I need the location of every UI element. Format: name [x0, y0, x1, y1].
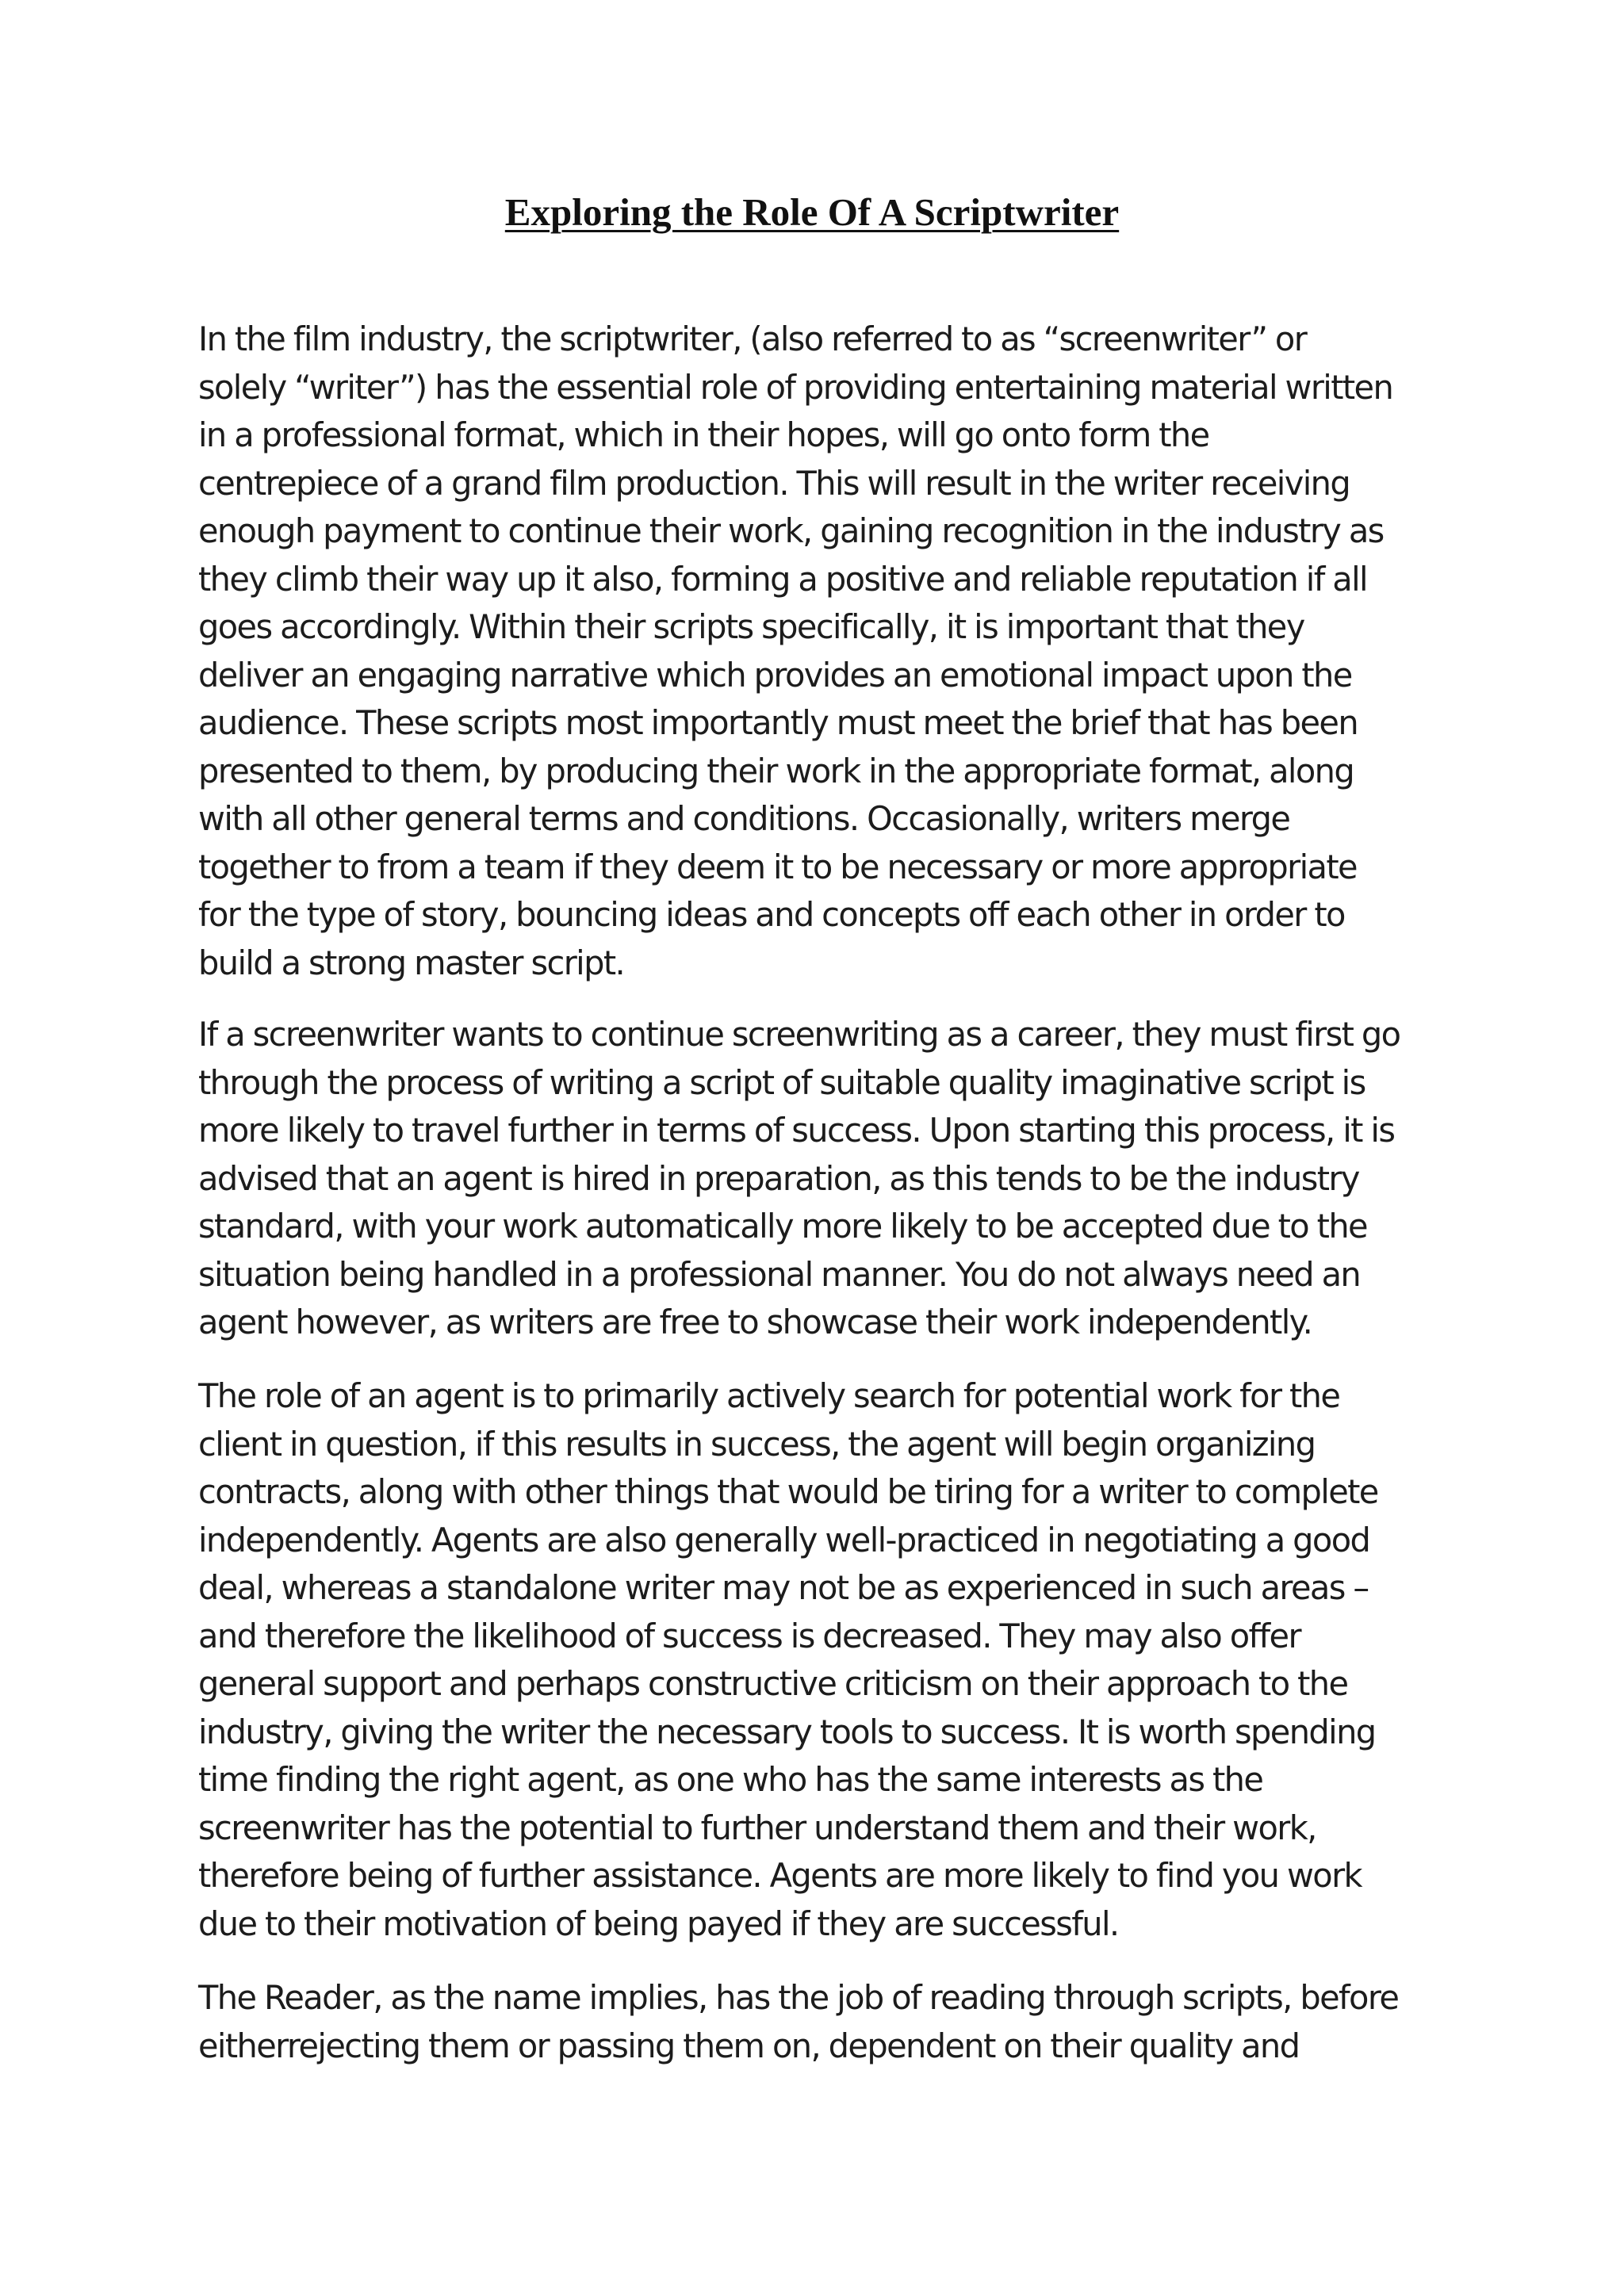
- paragraph-line: centrepiece of a grand film production. This will result in the writer receiving: [198, 463, 1350, 503]
- paragraph-line: eitherrejecting them or passing them on, dependent on their quality and: [198, 2026, 1300, 2065]
- paragraph-line: they climb their way up it also, forming a positive and reliable reputation if all: [198, 559, 1367, 599]
- paragraph-line: goes accordingly. Within their scripts specifically, it is important that they: [198, 607, 1304, 646]
- paragraph-line: solely “writer”) has the essential role of providing entertaining material written: [198, 367, 1393, 407]
- paragraph-line: If a screenwriter wants to continue screenwriting as a career, they must first go: [198, 1015, 1400, 1054]
- document-title-text: Exploring the Role Of A Scriptwriter: [504, 190, 1120, 234]
- paragraph-line: contracts, along with other things that would be tiring for a writer to complete: [198, 1472, 1378, 1511]
- paragraph-1: [198, 316, 1443, 987]
- paragraph-line: therefore being of further assistance. Agents are more likely to find you work: [198, 1856, 1362, 1895]
- paragraph-3: [198, 1372, 1443, 1948]
- paragraph-4: [198, 1974, 1443, 2070]
- paragraph-line: with all other general terms and conditions. Occasionally, writers merge: [198, 799, 1290, 838]
- paragraph-line: agent however, as writers are free to showcase their work independently.: [198, 1303, 1312, 1341]
- document-title: [0, 189, 1624, 236]
- paragraph-2: [198, 1011, 1443, 1347]
- paragraph-line: audience. These scripts most importantly must meet the brief that has been: [198, 703, 1358, 742]
- paragraph-line: situation being handled in a professional manner. You do not always need an: [198, 1254, 1361, 1294]
- paragraph-line: more likely to travel further in terms of success. Upon starting this process, it is: [198, 1111, 1395, 1150]
- paragraph-line: through the process of writing a script of suitable quality imaginative script is: [198, 1062, 1365, 1102]
- paragraph-line: enough payment to continue their work, gaining recognition in the industry as: [198, 511, 1384, 550]
- paragraph-line: standard, with your work automatically more likely to be accepted due to the: [198, 1207, 1367, 1246]
- paragraph-line: In the film industry, the scriptwriter, (also referred to as “screenwriter” or: [198, 320, 1307, 358]
- paragraph-line: build a strong master script.: [198, 943, 625, 982]
- paragraph-line: for the type of story, bouncing ideas and concepts off each other in order to: [198, 895, 1345, 934]
- paragraph-line: deal, whereas a standalone writer may not be as experienced in such areas –: [198, 1568, 1369, 1607]
- paragraph-line: industry, giving the writer the necessary tools to success. It is worth spending: [198, 1712, 1376, 1751]
- paragraph-line: advised that an agent is hired in preparation, as this tends to be the industry: [198, 1158, 1359, 1198]
- paragraph-line: presented to them, by producing their work in the appropriate format, along: [198, 751, 1354, 790]
- paragraph-line: The Reader, as the name implies, has the job of reading through scripts, before: [198, 1978, 1399, 2017]
- paragraph-line: client in question, if this results in success, the agent will begin organizing: [198, 1424, 1316, 1464]
- paragraph-line: independently. Agents are also generally well-practiced in negotiating a good: [198, 1520, 1370, 1559]
- paragraph-line: together to from a team if they deem it to be necessary or more appropriate: [198, 847, 1357, 886]
- paragraph-line: in a professional format, which in their hopes, will go onto form the: [198, 415, 1209, 454]
- paragraph-line: due to their motivation of being payed if they are successful.: [198, 1904, 1119, 1943]
- paragraph-line: general support and perhaps constructive criticism on their approach to the: [198, 1664, 1348, 1703]
- paragraph-line: deliver an engaging narrative which provides an emotional impact upon the: [198, 655, 1352, 695]
- paragraph-line: screenwriter has the potential to further understand them and their work,: [198, 1808, 1316, 1847]
- paragraph-line: time finding the right agent, as one who has the same interests as the: [198, 1760, 1263, 1799]
- paragraph-line: The role of an agent is to primarily actively search for potential work for the: [198, 1376, 1340, 1415]
- paragraph-line: and therefore the likelihood of success is decreased. They may also offer: [198, 1616, 1300, 1655]
